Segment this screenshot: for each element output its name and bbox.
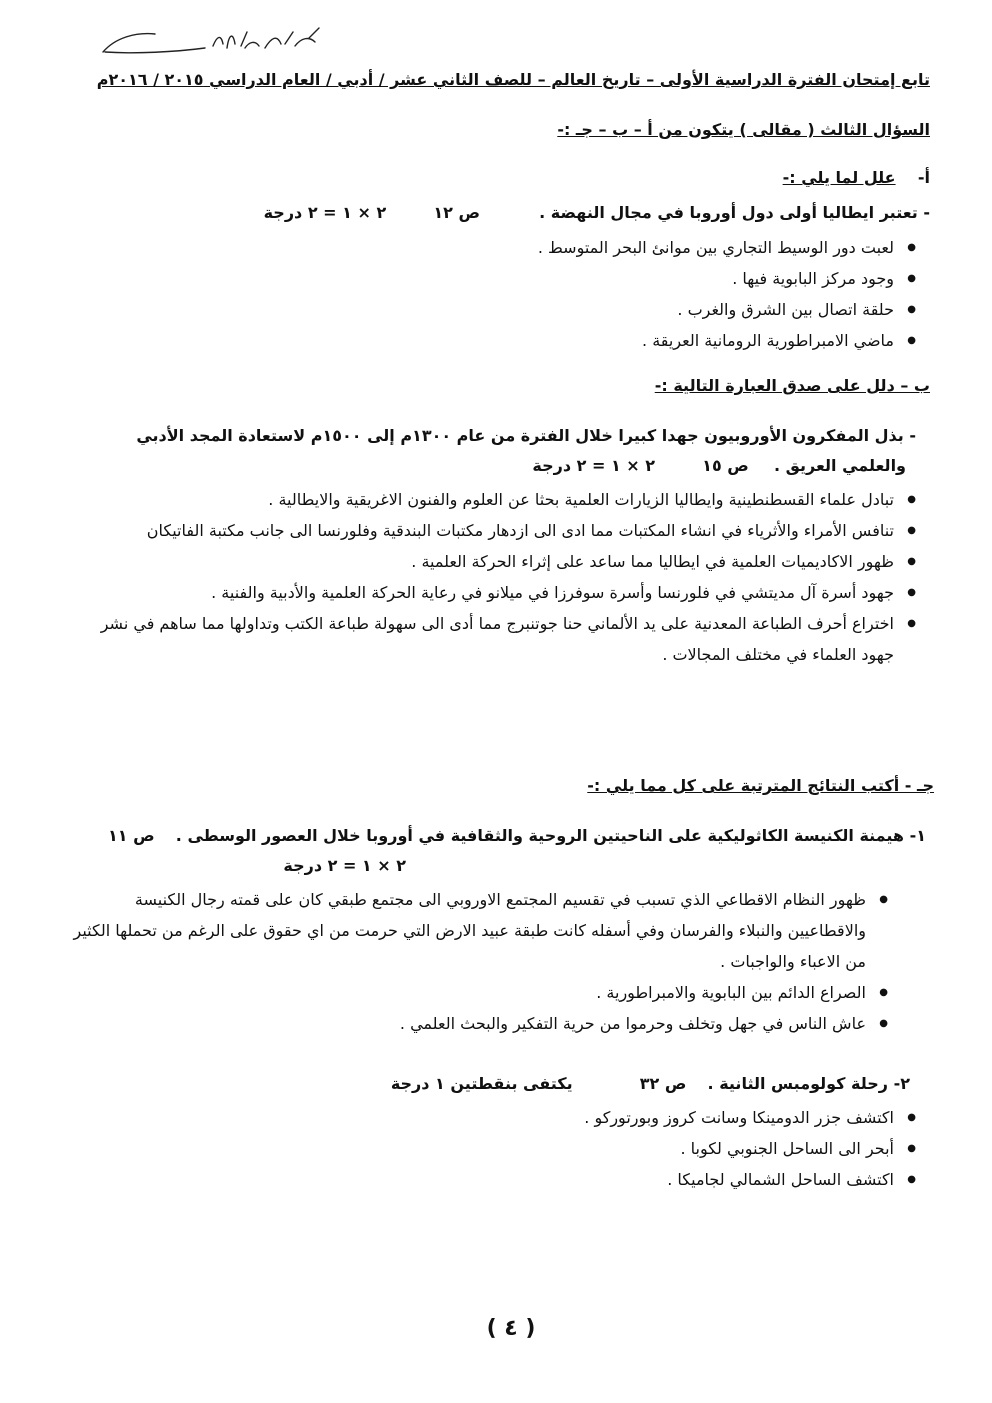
part-a-statement: - تعتبر ايطاليا أولى دول أوروبا في مجال النهضة . <box>539 203 930 222</box>
part-c-item2-bullet-list <box>96 1102 916 1195</box>
part-a-bullet-list <box>96 232 916 356</box>
part-b-score: ٢ × ١ = ٢ درجة <box>532 456 656 475</box>
exam-header-title: تابع إمتحان الفترة الدراسية الأولى – تاريخ العالم – للصف الثاني عشر / أدبي / العام الدراسي ٢٠١٥ / ٢٠١٦م <box>96 70 930 89</box>
part-c-item1-bullet-list <box>68 884 888 1039</box>
part-b-heading: ب – دلل على صدق العبارة التالية :- <box>654 376 930 395</box>
list-item: ● حلقة اتصال بين الشرق والغرب . <box>96 294 916 325</box>
part-c-item2-row <box>350 1074 910 1093</box>
list-item: ● الصراع الدائم بين البابوية والامبراطورية . <box>68 977 888 1008</box>
part-a-marker: أ- <box>917 168 930 187</box>
part-b-statement-line2: والعلمي العريق . <box>773 456 906 475</box>
page-number: ( ٤ ) <box>486 1316 536 1341</box>
list-item: ● اكتشف جزر الدومينكا وسانت كروز وبورتوركو . <box>96 1102 916 1133</box>
list-item: ● ماضي الامبراطورية الرومانية العريقة . <box>96 325 916 356</box>
part-c-item2-statement: ٢- رحلة كولومبس الثانية . <box>707 1074 910 1093</box>
part-a-heading-row <box>783 168 930 187</box>
question-title: السؤال الثالث ( مقالى ) يتكون من أ – ب – جـ :- <box>557 120 930 139</box>
part-b-bullet-list <box>96 484 916 670</box>
list-item: ● أبحر الى الساحل الجنوبي لكوبا . <box>96 1133 916 1164</box>
part-c-heading: جـ - أكتب النتائج المترتبة على كل مما يلي :- <box>587 776 934 795</box>
part-c-item2-score: يكتفى بنقطتين ١ درجة <box>390 1074 573 1093</box>
list-item: ● عاش الناس في جهل وتخلف وحرموا من حرية التفكير والبحث العلمي . <box>68 1008 888 1039</box>
list-item: ● تبادل علماء القسطنطينية وايطاليا الزيارات العلمية بحثا عن العلوم والفنون الاغريقية والايطالية . <box>96 484 916 515</box>
list-item: ● وجود مركز البابوية فيها . <box>96 263 916 294</box>
part-a-score: ٢ × ١ = ٢ درجة <box>263 203 387 222</box>
list-item: ● اكتشف الساحل الشمالي لجاميكا . <box>96 1164 916 1195</box>
part-c-item2-page-ref: ص ٣٢ <box>639 1074 687 1093</box>
part-c-item1-score: ٢ × ١ = ٢ درجة <box>283 856 406 875</box>
list-item: ● تنافس الأمراء والأثرياء في انشاء المكتبات مما ادى الى ازدهار مكتبات البندقية وفلورنسا الى جانب مكتبة الفاتيكان <box>96 515 916 546</box>
list-item: ● اختراع أحرف الطباعة المعدنية على يد الألماني حنا جوتنبرج مما أدى الى سهولة طباعة الكتب وتداولها مما ساهم في نشر جهود العلماء في مختلف المجالات . <box>96 608 916 670</box>
list-item: ● لعبت دور الوسيط التجاري بين موانئ البحر المتوسط . <box>96 232 916 263</box>
list-item: ● ظهور الاكاديميات العلمية في ايطاليا مما ساعد على إثراء الحركة العلمية . <box>96 546 916 577</box>
part-a-page-ref: ص ١٢ <box>433 203 480 222</box>
list-item: ● جهود أسرة آل مديتشي في فلورنسا وأسرة سوفرزا في ميلانو في رعاية الحركة العلمية والأدبية والفنية . <box>96 577 916 608</box>
list-item: ● ظهور النظام الاقطاعي الذي تسبب في تقسيم المجتمع الاوروبي الى مجتمع طبقي كان على قمته رجال الكنيسة والاقطاعيين والنبلاء والفرسان وفي أسفله كانت طبقة عبيد الارض التي حرمت من اي حقوق على الرغم من تحملها الكثير من الاعباء والواجبات . <box>68 884 888 977</box>
part-b-statement-line1: - بذل المفكرون الأوروبيون جهدا كبيرا خلال الفترة من عام ١٣٠٠م إلى ١٥٠٠م لاستعادة المجد الأدبي <box>136 426 916 445</box>
part-b-page-ref: ص ١٥ <box>702 456 749 475</box>
part-c-item1-statement: ١- هيمنة الكنيسة الكاثوليكية على الناحيتين الروحية والثقافية في أوروبا خلال العصور الوسطى . <box>175 826 926 845</box>
part-b-statement-row2 <box>206 456 906 475</box>
part-c-item1-row <box>108 826 926 845</box>
handwritten-signature <box>95 18 335 68</box>
part-a-statement-row <box>230 203 930 222</box>
part-a-heading: علل لما يلي :- <box>782 168 896 187</box>
part-c-item1-page-ref: ص ١١ <box>108 826 155 845</box>
